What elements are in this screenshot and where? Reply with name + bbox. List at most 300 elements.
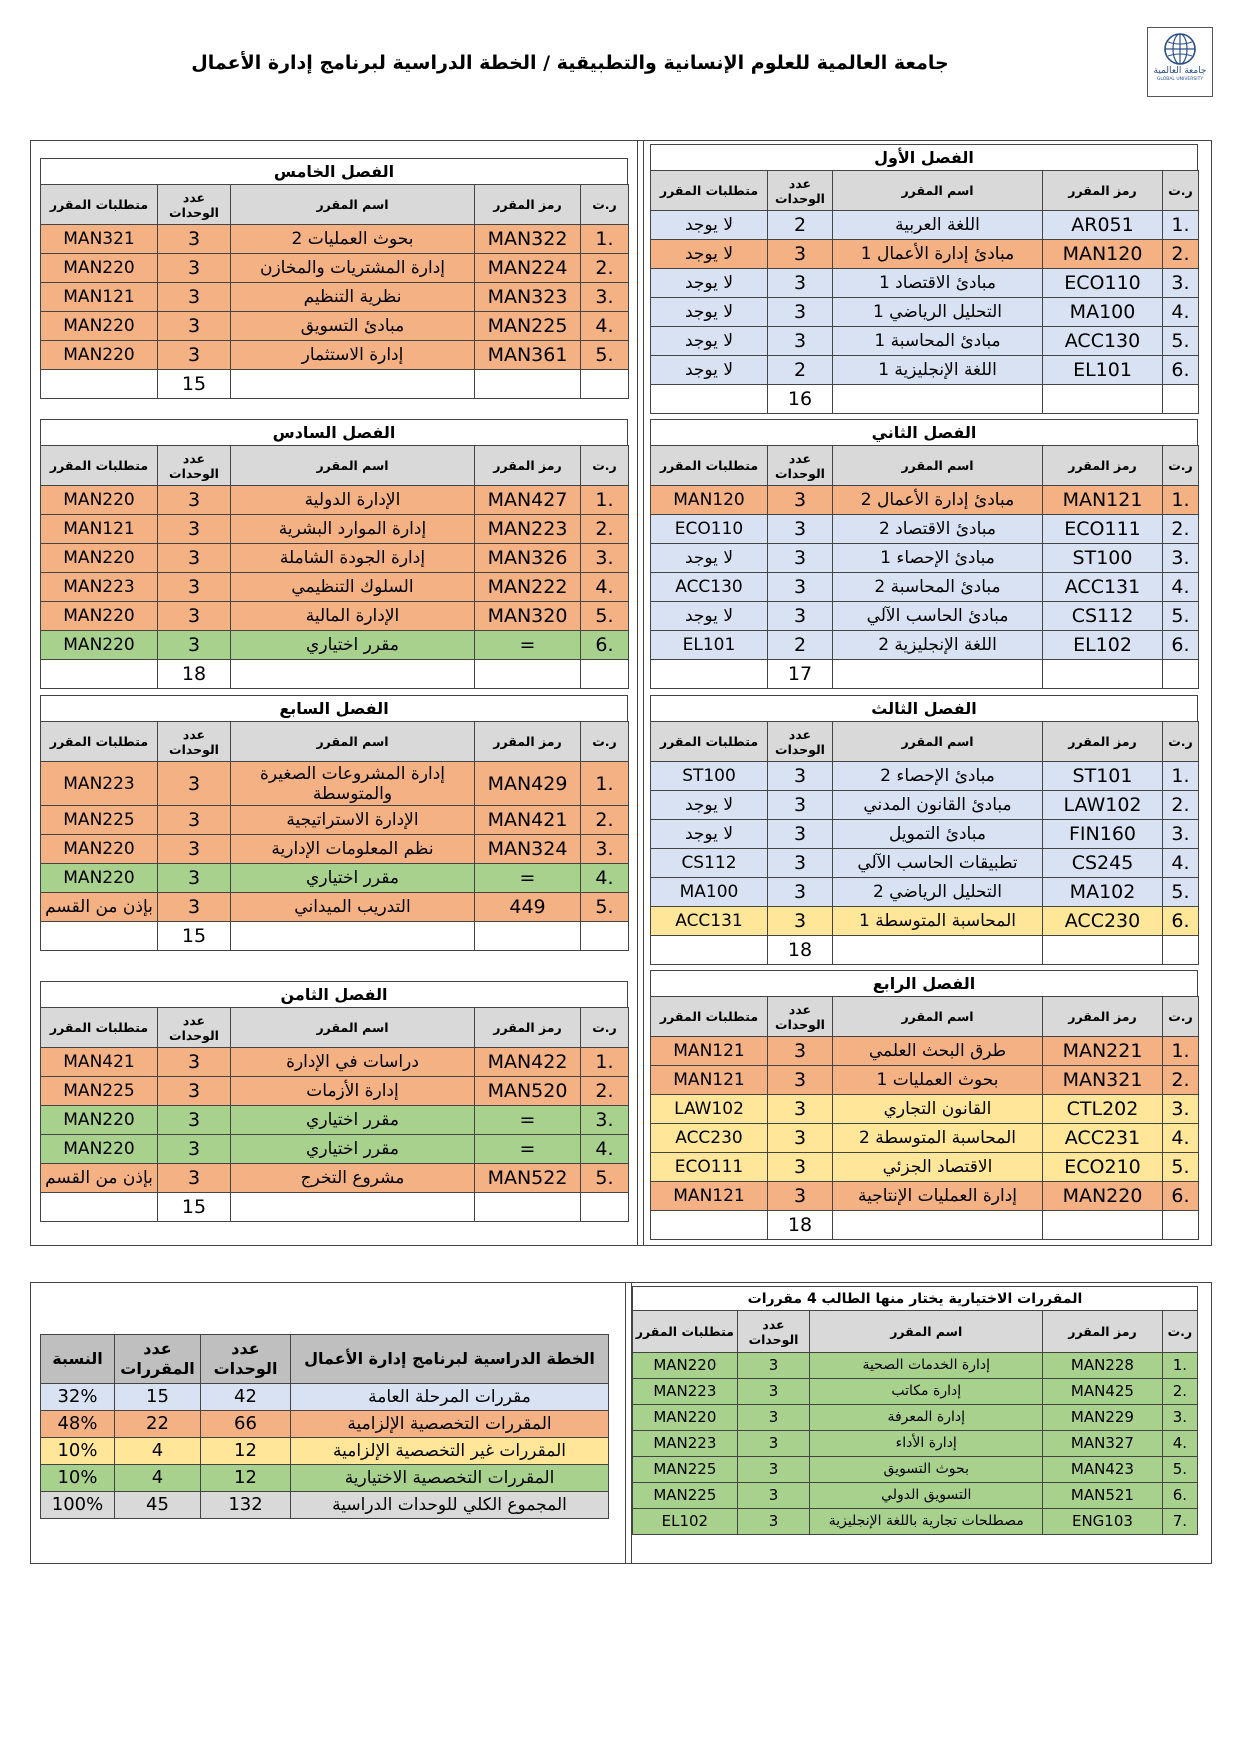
row-number: .6 [1163, 356, 1199, 385]
total-empty-cell [231, 1193, 475, 1222]
col-prereq: متطلبات المقرر [651, 722, 768, 762]
row-number: .3 [1163, 544, 1199, 573]
row-number: .5 [1163, 878, 1199, 907]
course-name: التدريب الميداني [231, 893, 475, 922]
course-prereq: MAN121 [651, 1037, 768, 1066]
col-code: رمز المقرر [475, 446, 581, 486]
course-name: مقرر اختياري [231, 864, 475, 893]
course-units: 3 [768, 1095, 833, 1124]
row-number: .4 [1163, 1124, 1199, 1153]
elective-row [633, 1405, 1198, 1431]
row-number: .4 [581, 312, 629, 341]
row-number: .2 [581, 806, 629, 835]
course-units: 3 [768, 327, 833, 356]
col-name: اسم المقرر [833, 722, 1043, 762]
semester-block [40, 158, 628, 399]
course-prereq: ACC130 [651, 573, 768, 602]
col-num: ر.ت [581, 722, 629, 762]
course-prereq: MAN220 [41, 835, 158, 864]
course-code: MAN323 [475, 283, 581, 312]
course-name: مبادئ القانون المدني [833, 791, 1043, 820]
course-units: 3 [158, 254, 231, 283]
course-name: اللغة العربية [833, 211, 1043, 240]
table-row [651, 631, 1199, 660]
col-name: اسم المقرر [833, 171, 1043, 211]
row-number: .6 [581, 631, 629, 660]
course-code: MA100 [1043, 298, 1163, 327]
table-row [41, 631, 629, 660]
course-prereq: MAN220 [41, 602, 158, 631]
total-units: 18 [768, 1211, 833, 1240]
row-number: .4 [581, 573, 629, 602]
course-prereq: MAN321 [41, 225, 158, 254]
semester-title: الفصل الرابع [650, 970, 1198, 996]
semester-block [40, 419, 628, 689]
col-num: ر.ت [581, 446, 629, 486]
course-units: 3 [158, 1048, 231, 1077]
course-name: مبادئ إدارة الأعمال 1 [833, 240, 1043, 269]
course-code: MAN421 [475, 806, 581, 835]
course-code: MAN425 [1043, 1379, 1163, 1405]
course-code: MAN423 [1043, 1457, 1163, 1483]
total-units: 15 [158, 922, 231, 951]
course-units: 3 [768, 820, 833, 849]
summary-ratio: 10% [41, 1465, 115, 1492]
course-name: طرق البحث العلمي [833, 1037, 1043, 1066]
total-empty-cell [651, 660, 768, 689]
table-row [41, 225, 629, 254]
course-prereq: لا يوجد [651, 602, 768, 631]
table-row [41, 1048, 629, 1077]
col-name: اسم المقرر [810, 1311, 1043, 1353]
summary-units: 12 [201, 1465, 291, 1492]
row-number: .5 [1162, 1457, 1197, 1483]
total-empty-cell [41, 1193, 158, 1222]
course-units: 3 [158, 1106, 231, 1135]
col-prereq: متطلبات المقرر [41, 722, 158, 762]
summary-courses: 4 [115, 1465, 201, 1492]
semester-title: الفصل السابع [40, 695, 628, 721]
col-prereq: متطلبات المقرر [41, 446, 158, 486]
course-name: الإدارة الاستراتيجية [231, 806, 475, 835]
table-row [41, 1077, 629, 1106]
course-units: 3 [737, 1509, 810, 1535]
course-code: MA102 [1043, 878, 1163, 907]
course-name: مبادئ الإحصاء 2 [833, 762, 1043, 791]
total-empty-cell [581, 1193, 629, 1222]
col-units: عدد الوحدات [158, 185, 231, 225]
semester-table [650, 996, 1199, 1240]
course-code: MAN521 [1043, 1483, 1163, 1509]
row-number: .1 [581, 1048, 629, 1077]
course-code: MAN422 [475, 1048, 581, 1077]
course-code: ACC231 [1043, 1124, 1163, 1153]
table-row [41, 762, 629, 806]
course-name: إدارة المعرفة [810, 1405, 1043, 1431]
course-prereq: ECO111 [651, 1153, 768, 1182]
semester-title: الفصل الثاني [650, 419, 1198, 445]
course-code: MAN321 [1043, 1066, 1163, 1095]
course-name: إدارة الموارد البشرية [231, 515, 475, 544]
total-units: 18 [768, 936, 833, 965]
table-row [651, 849, 1199, 878]
col-code: رمز المقرر [1043, 446, 1163, 486]
course-prereq: ST100 [651, 762, 768, 791]
col-num: ر.ت [1163, 722, 1199, 762]
summary-row [41, 1411, 609, 1438]
course-name: السلوك التنظيمي [231, 573, 475, 602]
table-row [41, 312, 629, 341]
row-number: .2 [1162, 1379, 1197, 1405]
semester-title: الفصل الثامن [40, 981, 628, 1007]
course-prereq: EL101 [651, 631, 768, 660]
row-number: .6 [1163, 1182, 1199, 1211]
summary-courses: 15 [115, 1384, 201, 1411]
total-units: 16 [768, 385, 833, 414]
total-empty-cell [41, 660, 158, 689]
course-prereq: بإذن من القسم [41, 1164, 158, 1193]
course-name: مبادئ الإحصاء 1 [833, 544, 1043, 573]
table-row [651, 573, 1199, 602]
course-units: 3 [158, 631, 231, 660]
table-row [651, 211, 1199, 240]
course-code: MAN522 [475, 1164, 581, 1193]
total-empty-cell [581, 660, 629, 689]
summary-col-ratio: النسبة [41, 1335, 115, 1384]
col-code: رمز المقرر [1043, 997, 1163, 1037]
row-number: .2 [581, 254, 629, 283]
col-prereq: متطلبات المقرر [41, 1008, 158, 1048]
table-row [651, 1124, 1199, 1153]
course-prereq: MAN223 [633, 1379, 738, 1405]
course-name: مبادئ المحاسبة 2 [833, 573, 1043, 602]
table-row [41, 835, 629, 864]
table-row [651, 602, 1199, 631]
total-row [651, 385, 1199, 414]
course-name: التحليل الرياضي 1 [833, 298, 1043, 327]
row-number: .2 [581, 515, 629, 544]
summary-courses: 4 [115, 1438, 201, 1465]
course-code: MAN327 [1043, 1431, 1163, 1457]
semester-block [650, 970, 1198, 1240]
col-num: ر.ت [1163, 997, 1199, 1037]
col-units: عدد الوحدات [158, 446, 231, 486]
course-prereq: MAN225 [41, 1077, 158, 1106]
course-name: إدارة الأزمات [231, 1077, 475, 1106]
row-number: .5 [1163, 327, 1199, 356]
total-units: 17 [768, 660, 833, 689]
semester-block [650, 419, 1198, 689]
course-code: MAN324 [475, 835, 581, 864]
course-prereq: MA100 [651, 878, 768, 907]
semester-block [650, 144, 1198, 414]
course-code: MAN224 [475, 254, 581, 283]
course-units: 3 [768, 907, 833, 936]
course-prereq: لا يوجد [651, 544, 768, 573]
table-row [41, 864, 629, 893]
row-number: .4 [1162, 1431, 1197, 1457]
course-units: 3 [768, 1182, 833, 1211]
course-units: 3 [158, 864, 231, 893]
total-empty-cell [1163, 385, 1199, 414]
course-prereq: ACC131 [651, 907, 768, 936]
table-row [651, 791, 1199, 820]
col-prereq: متطلبات المقرر [651, 997, 768, 1037]
course-prereq: MAN121 [41, 283, 158, 312]
semester-table [650, 170, 1199, 414]
electives-table [632, 1310, 1198, 1535]
row-number: .5 [1163, 1153, 1199, 1182]
row-number: .1 [1163, 211, 1199, 240]
summary-label: المقررات التخصصية الاختيارية [291, 1465, 609, 1492]
course-name: بحوث العمليات 1 [833, 1066, 1043, 1095]
table-row [651, 1153, 1199, 1182]
row-number: .5 [581, 602, 629, 631]
course-units: 3 [158, 544, 231, 573]
course-code: MAN427 [475, 486, 581, 515]
course-name: الإدارة المالية [231, 602, 475, 631]
course-units: 3 [768, 849, 833, 878]
course-prereq: ECO110 [651, 515, 768, 544]
course-code: = [475, 864, 581, 893]
total-empty-cell [651, 1211, 768, 1240]
course-name: مقرر اختياري [231, 1106, 475, 1135]
course-name: إدارة العمليات الإنتاجية [833, 1182, 1043, 1211]
course-name: إدارة المشتريات والمخازن [231, 254, 475, 283]
course-prereq: لا يوجد [651, 298, 768, 327]
table-row [651, 269, 1199, 298]
course-units: 3 [768, 791, 833, 820]
total-empty-cell [833, 385, 1043, 414]
row-number: .2 [1163, 515, 1199, 544]
col-name: اسم المقرر [231, 722, 475, 762]
course-name: مصطلحات تجارية باللغة الإنجليزية [810, 1509, 1043, 1535]
semester-title: الفصل السادس [40, 419, 628, 445]
course-name: المحاسبة المتوسطة 2 [833, 1124, 1043, 1153]
summary-row [41, 1465, 609, 1492]
course-units: 3 [158, 225, 231, 254]
total-empty-cell [581, 370, 629, 399]
course-prereq: MAN220 [41, 486, 158, 515]
course-code: MAN326 [475, 544, 581, 573]
table-row [651, 298, 1199, 327]
row-number: .3 [581, 1106, 629, 1135]
row-number: .2 [1163, 240, 1199, 269]
course-units: 3 [768, 878, 833, 907]
course-name: اللغة الإنجليزية 1 [833, 356, 1043, 385]
table-row [41, 515, 629, 544]
course-units: 3 [158, 806, 231, 835]
course-prereq: MAN421 [41, 1048, 158, 1077]
summary-units: 66 [201, 1411, 291, 1438]
table-row [41, 283, 629, 312]
course-name: إدارة الخدمات الصحية [810, 1353, 1043, 1379]
course-name: الاقتصاد الجزئي [833, 1153, 1043, 1182]
summary-ratio: 100% [41, 1492, 115, 1519]
summary-label: المقررات التخصصية الإلزامية [291, 1411, 609, 1438]
summary-col-units: عدد الوحدات [201, 1335, 291, 1384]
course-code: CTL202 [1043, 1095, 1163, 1124]
col-units: عدد الوحدات [158, 722, 231, 762]
semester-title: الفصل الخامس [40, 158, 628, 184]
course-prereq: LAW102 [651, 1095, 768, 1124]
total-empty-cell [833, 1211, 1043, 1240]
course-code: = [475, 631, 581, 660]
course-code: EL102 [1043, 631, 1163, 660]
row-number: .1 [1163, 1037, 1199, 1066]
table-row [651, 515, 1199, 544]
total-units: 15 [158, 1193, 231, 1222]
course-name: القانون التجاري [833, 1095, 1043, 1124]
row-number: .5 [581, 893, 629, 922]
course-prereq: MAN220 [41, 1106, 158, 1135]
total-empty-cell [1043, 1211, 1163, 1240]
course-code: ACC130 [1043, 327, 1163, 356]
course-units: 3 [158, 602, 231, 631]
course-name: تطبيقات الحاسب الآلي [833, 849, 1043, 878]
row-number: .6 [1163, 631, 1199, 660]
course-units: 3 [768, 269, 833, 298]
summary-ratio: 10% [41, 1438, 115, 1465]
page-title: جامعة العالمية للعلوم الإنسانية والتطبيقية / الخطة الدراسية لبرنامج إدارة الأعمال [191, 52, 949, 74]
course-code: MAN223 [475, 515, 581, 544]
summary-col-courses: عدد المقررات [115, 1335, 201, 1384]
course-code: MAN120 [1043, 240, 1163, 269]
row-number: .1 [581, 762, 629, 806]
course-name: نظرية التنظيم [231, 283, 475, 312]
course-units: 3 [158, 341, 231, 370]
col-code: رمز المقرر [1043, 722, 1163, 762]
course-code: MAN361 [475, 341, 581, 370]
table-row [41, 341, 629, 370]
table-row [41, 573, 629, 602]
electives-title: المقررات الاختيارية يختار منها الطالب 4 مقررات [632, 1286, 1198, 1310]
course-prereq: MAN225 [633, 1483, 738, 1509]
total-row [651, 660, 1199, 689]
summary-label: المجموع الكلي للوحدات الدراسية [291, 1492, 609, 1519]
summary-units: 12 [201, 1438, 291, 1465]
course-prereq: MAN220 [41, 312, 158, 341]
course-name: دراسات في الإدارة [231, 1048, 475, 1077]
course-units: 3 [158, 312, 231, 341]
course-code: ECO111 [1043, 515, 1163, 544]
table-row [651, 820, 1199, 849]
elective-row [633, 1379, 1198, 1405]
course-units: 3 [737, 1483, 810, 1509]
course-name: مقرر اختياري [231, 631, 475, 660]
course-code: MAN222 [475, 573, 581, 602]
course-prereq: MAN121 [41, 515, 158, 544]
table-row [41, 806, 629, 835]
summary-courses: 22 [115, 1411, 201, 1438]
course-code: ENG103 [1043, 1509, 1163, 1535]
course-code: ST101 [1043, 762, 1163, 791]
course-code: MAN220 [1043, 1182, 1163, 1211]
total-empty-cell [581, 922, 629, 951]
course-units: 2 [768, 356, 833, 385]
course-units: 3 [158, 1135, 231, 1164]
total-empty-cell [231, 922, 475, 951]
col-code: رمز المقرر [475, 722, 581, 762]
course-prereq: CS112 [651, 849, 768, 878]
elective-row [633, 1483, 1198, 1509]
course-units: 3 [768, 1066, 833, 1095]
table-row [41, 1106, 629, 1135]
table-row [41, 544, 629, 573]
summary-block [40, 1334, 608, 1519]
total-empty-cell [1043, 385, 1163, 414]
col-units: عدد الوحدات [737, 1311, 810, 1353]
course-units: 2 [768, 631, 833, 660]
course-name: مبادئ الحاسب الآلي [833, 602, 1043, 631]
course-prereq: لا يوجد [651, 240, 768, 269]
logo-arabic-text: جامعة العالمية [1153, 66, 1207, 76]
course-units: 3 [737, 1353, 810, 1379]
course-name: التحليل الرياضي 2 [833, 878, 1043, 907]
course-name: المحاسبة المتوسطة 1 [833, 907, 1043, 936]
semester-table [40, 721, 629, 951]
row-number: .5 [581, 341, 629, 370]
total-empty-cell [1043, 936, 1163, 965]
course-name: إدارة الجودة الشاملة [231, 544, 475, 573]
semester-table [40, 1007, 629, 1222]
course-prereq: MAN220 [41, 1135, 158, 1164]
total-row [651, 936, 1199, 965]
row-number: .3 [1163, 269, 1199, 298]
course-prereq: MAN223 [41, 762, 158, 806]
course-name: الإدارة الدولية [231, 486, 475, 515]
table-row [651, 1037, 1199, 1066]
row-number: .7 [1162, 1509, 1197, 1535]
course-name: مبادئ المحاسبة 1 [833, 327, 1043, 356]
total-empty-cell [651, 385, 768, 414]
col-code: رمز المقرر [1043, 1311, 1163, 1353]
col-num: ر.ت [1163, 171, 1199, 211]
course-units: 3 [158, 1077, 231, 1106]
course-prereq: لا يوجد [651, 356, 768, 385]
course-name: مبادئ التسويق [231, 312, 475, 341]
table-row [41, 602, 629, 631]
row-number: .4 [581, 1135, 629, 1164]
elective-row [633, 1431, 1198, 1457]
course-code: AR051 [1043, 211, 1163, 240]
course-prereq: لا يوجد [651, 791, 768, 820]
total-row [41, 1193, 629, 1222]
row-number: .1 [581, 486, 629, 515]
course-units: 3 [768, 240, 833, 269]
table-row [651, 240, 1199, 269]
table-row [651, 1066, 1199, 1095]
course-code: MAN221 [1043, 1037, 1163, 1066]
course-code: MAN121 [1043, 486, 1163, 515]
course-units: 2 [768, 211, 833, 240]
course-name: إدارة الأداء [810, 1431, 1043, 1457]
col-prereq: متطلبات المقرر [633, 1311, 738, 1353]
row-number: .3 [581, 835, 629, 864]
total-empty-cell [833, 660, 1043, 689]
course-name: مبادئ الاقتصاد 2 [833, 515, 1043, 544]
course-code: MAN225 [475, 312, 581, 341]
col-num: ر.ت [581, 185, 629, 225]
course-name: نظم المعلومات الإدارية [231, 835, 475, 864]
course-prereq: MAN220 [633, 1405, 738, 1431]
col-prereq: متطلبات المقرر [651, 446, 768, 486]
course-name: اللغة الإنجليزية 2 [833, 631, 1043, 660]
col-name: اسم المقرر [231, 185, 475, 225]
course-units: 3 [768, 573, 833, 602]
course-name: إدارة المشروعات الصغيرة والمتوسطة [231, 762, 475, 806]
row-number: .4 [1163, 298, 1199, 327]
